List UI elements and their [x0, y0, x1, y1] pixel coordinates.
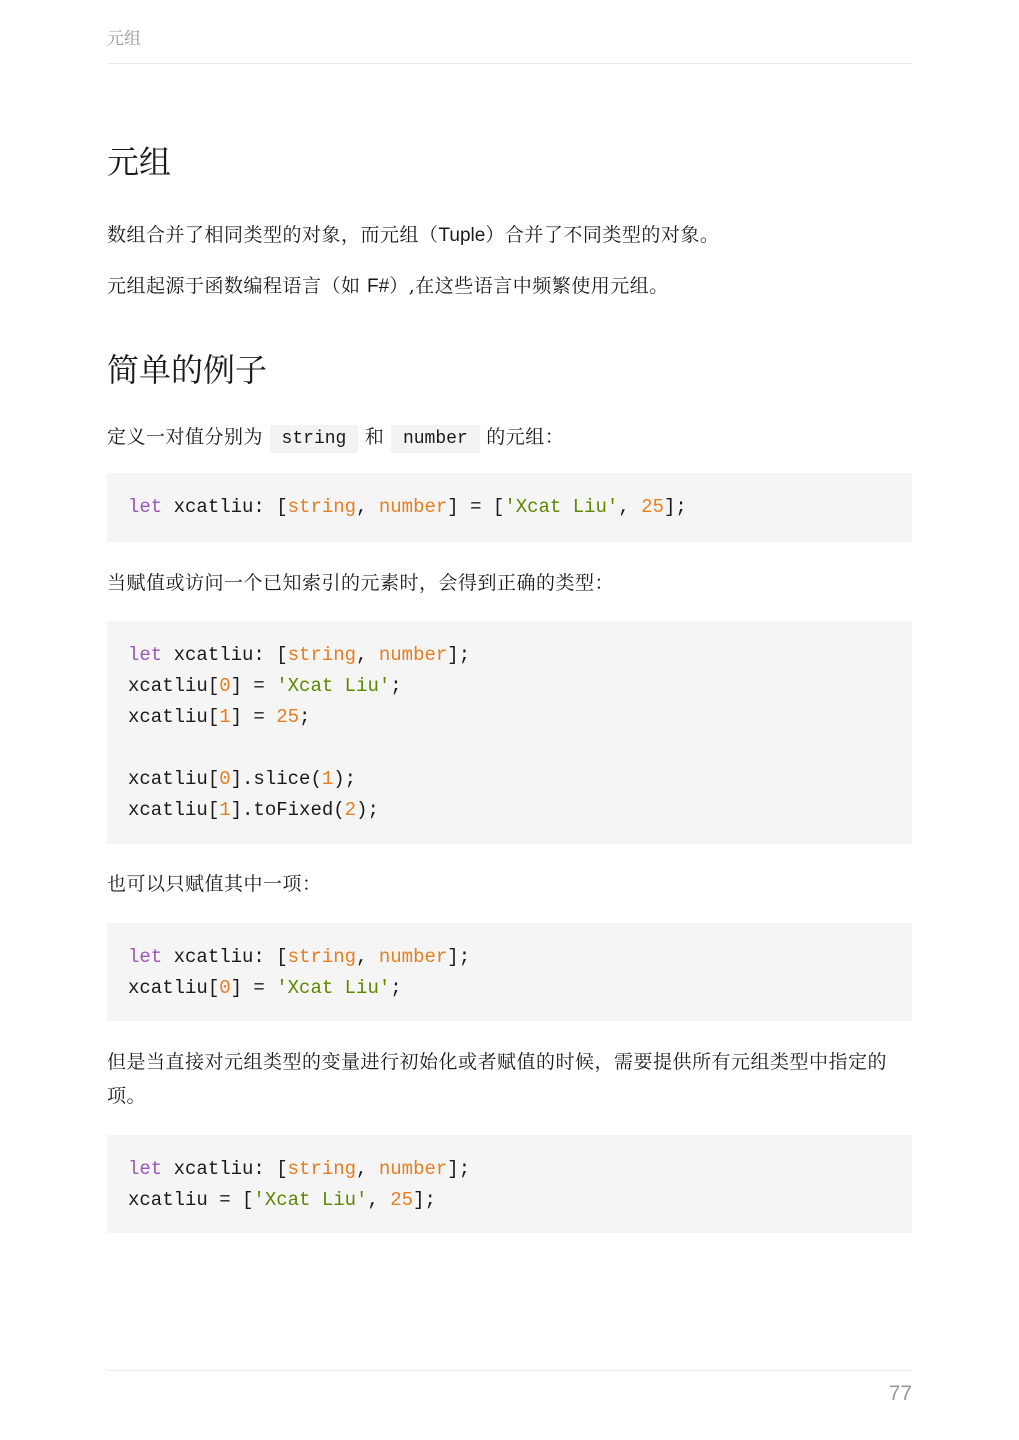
code-token: ,: [618, 496, 642, 518]
inline-code-string: string: [270, 425, 359, 453]
intro-text: 元组起源于函数编程语言（如: [107, 275, 368, 297]
code-token: let: [128, 496, 163, 518]
code-token: );: [356, 799, 379, 821]
code-token: ] =: [230, 675, 277, 697]
code-line: [128, 702, 891, 733]
code-token: xcatliu[: [128, 977, 220, 999]
code-token: ;: [299, 706, 311, 728]
code-token: xcatliu[: [128, 768, 220, 790]
code-token: 0: [219, 977, 231, 999]
body-text: 定义一对值分别为: [107, 426, 270, 448]
term-fsharp: F#: [367, 276, 390, 297]
page-number: 77: [888, 1382, 912, 1405]
code-line: [128, 973, 891, 1004]
code-line: [128, 764, 891, 795]
code-token: ].toFixed(: [230, 799, 345, 821]
code-token: ] =: [230, 706, 277, 728]
code-token: ;: [390, 675, 402, 697]
code-token: 1: [321, 768, 334, 790]
code-token: 'Xcat Liu': [276, 977, 391, 999]
code-block-2: [107, 621, 912, 844]
code-token: number: [378, 496, 448, 518]
code-block-4: [107, 1135, 912, 1233]
code-token: ,: [356, 644, 379, 666]
header-divider: [107, 63, 912, 64]
body-text: 和: [358, 426, 391, 448]
code-token: ];: [413, 1189, 436, 1211]
code-token: 1: [219, 706, 231, 728]
section-paragraph-4: 但是当直接对元组类型的变量进行初始化或者赋值的时候，需要提供所有元组类型中指定的项。: [107, 1051, 888, 1107]
code-token: 2: [344, 799, 357, 821]
code-token: let: [128, 644, 163, 666]
code-token: xcatliu: [: [162, 496, 288, 518]
code-token: xcatliu[: [128, 799, 220, 821]
code-token: string: [287, 946, 357, 968]
code-token: xcatliu = [: [128, 1189, 254, 1211]
code-token: ,: [356, 946, 379, 968]
code-token: 25: [276, 706, 300, 728]
code-token: 1: [219, 799, 231, 821]
code-token: ];: [447, 946, 471, 968]
code-block-3: [107, 923, 912, 1021]
code-line: [128, 640, 891, 671]
code-token: number: [378, 946, 448, 968]
code-token: string: [287, 496, 357, 518]
chapter-title: 元组: [107, 143, 172, 181]
code-line: [128, 671, 891, 702]
code-token: let: [128, 946, 163, 968]
intro-paragraph-2: [107, 269, 912, 304]
code-block-1: [107, 473, 912, 542]
code-token: string: [287, 1158, 357, 1180]
code-token: xcatliu[: [128, 706, 220, 728]
section-paragraph-3: 也可以只赋值其中一项：: [107, 873, 322, 895]
intro-text: 数组合并了相同类型的对象，而元组（: [107, 224, 439, 246]
code-line: [128, 1154, 891, 1185]
code-token: xcatliu[: [128, 675, 220, 697]
section-paragraph-1: [107, 420, 912, 456]
code-token: ,: [356, 496, 379, 518]
body-text: 的元组：: [479, 426, 565, 448]
intro-text: ）合并了不同类型的对象。: [485, 224, 720, 246]
code-token: ];: [447, 644, 471, 666]
section-heading: 简单的例子: [107, 351, 268, 389]
code-token: ] = [: [447, 496, 505, 518]
code-line: [128, 795, 891, 826]
code-token: ].slice(: [230, 768, 322, 790]
code-token: 0: [219, 768, 231, 790]
code-token: xcatliu: [: [162, 644, 288, 666]
code-token: 'Xcat Liu': [253, 1189, 368, 1211]
inline-code-number: number: [391, 425, 480, 453]
code-token: xcatliu: [: [162, 1158, 288, 1180]
code-token: );: [333, 768, 357, 790]
code-line: [128, 492, 891, 523]
code-token: 25: [390, 1189, 414, 1211]
term-tuple: Tuple: [438, 225, 486, 246]
code-token: 'Xcat Liu': [276, 675, 391, 697]
code-token: 25: [641, 496, 664, 518]
code-token: xcatliu: [: [162, 946, 288, 968]
code-token: ,: [356, 1158, 379, 1180]
footer-divider: [107, 1370, 912, 1371]
code-token: string: [287, 644, 357, 666]
code-line: [128, 942, 891, 973]
code-token: ,: [367, 1189, 391, 1211]
code-line: [128, 733, 891, 764]
code-token: let: [128, 1158, 163, 1180]
intro-text: ）,在这些语言中频繁使用元组。: [389, 275, 669, 297]
code-token: ] =: [230, 977, 277, 999]
running-header: 元组: [107, 29, 141, 49]
code-token: 'Xcat Liu': [504, 496, 619, 518]
code-token: 0: [219, 675, 231, 697]
code-token: number: [378, 644, 448, 666]
code-token: ;: [390, 977, 402, 999]
code-line: [128, 1185, 891, 1216]
code-token: ];: [663, 496, 687, 518]
code-token: ];: [447, 1158, 471, 1180]
intro-paragraph-1: [107, 218, 912, 253]
section-paragraph-2: 当赋值或访问一个已知索引的元素时，会得到正确的类型：: [107, 572, 615, 594]
code-token: number: [378, 1158, 448, 1180]
